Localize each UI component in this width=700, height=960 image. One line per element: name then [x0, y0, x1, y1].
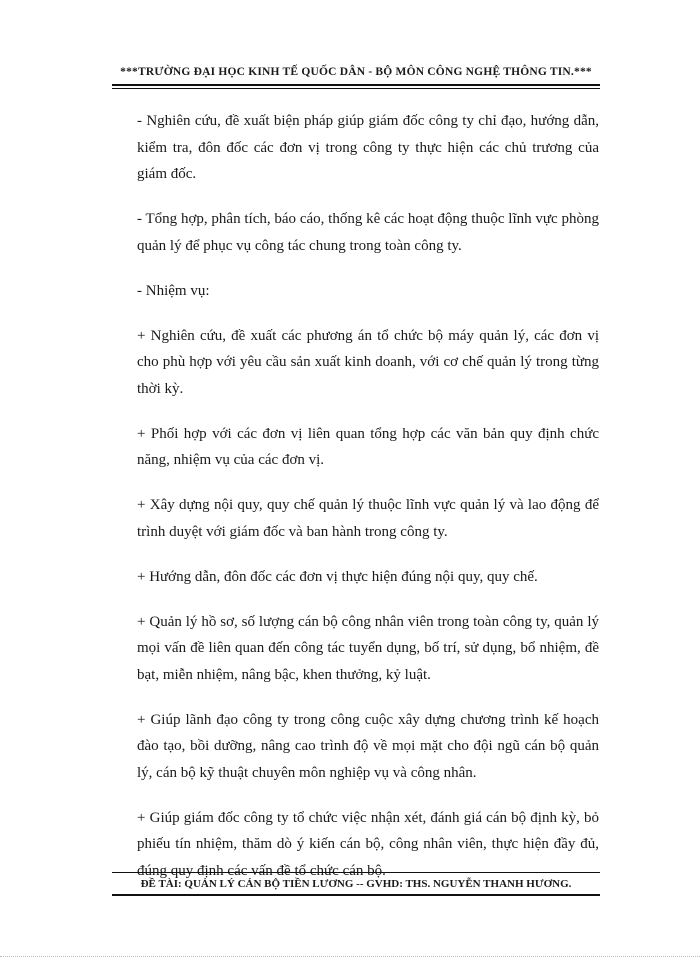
- paragraph-5: + Phối hợp với các đơn vị liên quan tổng hợp các văn bản quy định chức năng, nhiệm vụ của các đơn vị.: [137, 425, 599, 468]
- paragraph-7: + Hướng dẫn, đôn đốc các đơn vị thực hiện đúng nội quy, quy chế.: [137, 568, 538, 585]
- paragraph-9: + Giúp lãnh đạo công ty trong công cuộc xây dựng chương trình kế hoạch đào tạo, bồi dưỡng, nâng cao trình độ về mọi mặt cho đội ngũ cán bộ quản lý, cán bộ kỹ thuật chuyên môn nghiệp vụ và công nhân.: [137, 711, 599, 781]
- paragraph-10: + Giúp giám đốc công ty tổ chức việc nhận xét, đánh giá cán bộ định kỳ, bỏ phiếu tín nhiệm, thăm dò ý kiến cán bộ, công nhân viên, thực hiện đầy đủ, đúng quy định các vấn đề tổ chức cán bộ.: [137, 809, 599, 879]
- paragraph-4: + Nghiên cứu, đề xuất các phương án tổ chức bộ máy quản lý, các đơn vị cho phù hợp với yêu cầu sản xuất kinh doanh, với cơ chế quản lý trong từng thời kỳ.: [137, 327, 599, 397]
- page-bottom-border: [0, 956, 700, 957]
- footer-rule-thick: [112, 894, 600, 896]
- paragraph-8: + Quản lý hồ sơ, số lượng cán bộ công nhân viên trong toàn công ty, quản lý mọi vấn đề liên quan đến công tác tuyển dụng, bố trí, sử dụng, bổ nhiệm, đề bạt, miễn nhiệm, nâng bậc, khen thưởng, kỷ luật.: [137, 613, 599, 683]
- header-rule-thick: [112, 84, 600, 86]
- page-header: ***TRƯỜNG ĐẠI HỌC KINH TẾ QUỐC DÂN - BỘ MÔN CÔNG NGHỆ THÔNG TIN.***: [120, 66, 592, 78]
- header-rule-thin: [112, 88, 600, 89]
- page-footer: ĐỀ TÀI: QUẢN LÝ CÁN BỘ TIỀN LƯƠNG -- GVHD: THS. NGUYỄN THANH HƯƠNG.: [140, 878, 572, 890]
- body-text: [137, 108, 599, 903]
- paragraph-2: - Tổng hợp, phân tích, báo cáo, thống kê các hoạt động thuộc lĩnh vực phòng quản lý để phục vụ công tác chung trong toàn công ty.: [137, 211, 599, 254]
- paragraph-3: - Nhiệm vụ:: [137, 282, 210, 299]
- paragraph-6: + Xây dựng nội quy, quy chế quản lý thuộc lĩnh vực quản lý và lao động để trình duyệt với giám đốc và ban hành trong công ty.: [137, 497, 599, 540]
- footer-rule-thin: [112, 872, 600, 873]
- paragraph-1: - Nghiên cứu, đề xuất biện pháp giúp giám đốc công ty chỉ đạo, hướng dẫn, kiểm tra, đôn đốc các đơn vị trong công ty thực hiện các chủ trương của giám đốc.: [137, 113, 599, 182]
